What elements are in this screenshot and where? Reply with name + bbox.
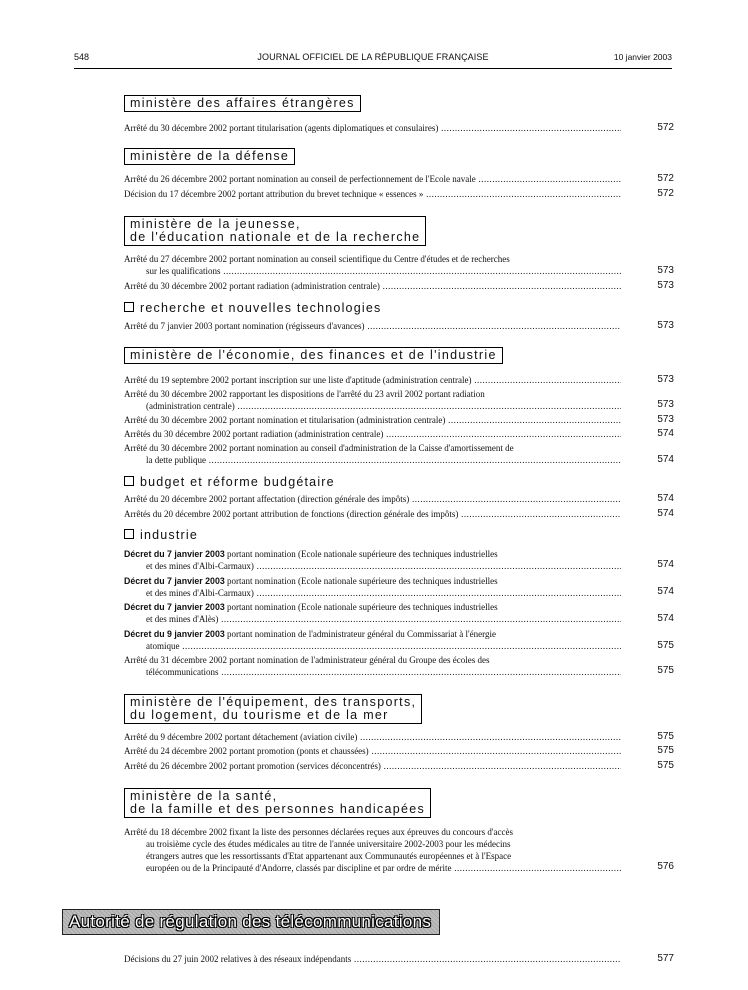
entry-text-continued: et des mines d'Albi-Carmaux) .....	[124, 587, 621, 599]
ministry-title-line1: ministère de la jeunesse,	[130, 217, 301, 231]
entry-page-number: 573	[657, 374, 674, 385]
entry-text-continued: sur les qualifications .....	[124, 265, 621, 277]
entry-text: Arrêté du 30 décembre 2002 rapportant les dispositions de l'arrêté du 23 avril 2002 portant radiation	[124, 389, 485, 399]
subsection-heading-budget	[124, 475, 335, 489]
toc-entry[interactable]	[124, 388, 621, 412]
entry-page-number: 575	[657, 640, 674, 651]
square-bullet-icon	[124, 476, 134, 486]
subsection-heading-recherche	[124, 301, 381, 315]
toc-entry[interactable]: Arrêté du 30 décembre 2002 portant nomination et titularisation (administration centrale) .....	[124, 414, 621, 426]
entry-text: Arrêté du 30 décembre 2002 portant nomination au conseil d'administration de la Caisse d'amortissement de	[124, 443, 514, 453]
entry-text: Arrêté du 27 décembre 2002 portant nomination au conseil scientifique du Centre d'études et de recherches	[124, 254, 510, 264]
subsection-title: industrie	[140, 528, 199, 542]
entry-page-number: 577	[657, 953, 674, 964]
entry-text-continued: européen ou de la Principauté d'Andorre, classés par discipline et par ordre de mérite .....	[124, 862, 621, 874]
entry-page-number: 574	[657, 508, 674, 519]
entry-text: portant nomination (Ecole nationale supérieure des techniques industrielles	[224, 576, 498, 586]
ministry-heading-jeunesse	[124, 216, 426, 246]
entry-text: Arrêté du 18 décembre 2002 fixant la liste des personnes déclarées reçues aux épreuves du concours d'accès	[124, 827, 513, 837]
entry-text: Arrêté du 31 décembre 2002 portant nomination de l'administrateur général du Groupe des écoles des	[124, 655, 490, 665]
toc-entry[interactable]	[124, 442, 621, 466]
entry-page-number: 574	[657, 493, 674, 504]
entry-text-continued: et des mines d'Albi-Carmaux) .....	[124, 560, 621, 572]
entry-page-number: 576	[657, 861, 674, 872]
entry-decree-date: Décret du 7 janvier 2003	[124, 576, 225, 586]
ministry-heading-defense	[124, 148, 295, 165]
authority-title: Autorité de régulation des télécommunications	[69, 912, 432, 931]
ministry-title: ministère des affaires étrangères	[130, 96, 355, 110]
entry-page-number: 574	[657, 428, 674, 439]
ministry-title: ministère de la défense	[130, 149, 290, 163]
toc-entry[interactable]: Arrêté du 7 janvier 2003 portant nomination (régisseurs d'avances) .....	[124, 320, 621, 332]
subsection-title: recherche et nouvelles technologies	[140, 301, 382, 315]
running-header	[74, 52, 672, 66]
entry-page-number: 572	[657, 173, 674, 184]
ministry-title: ministère de l'économie, des finances et de l'industrie	[130, 348, 497, 362]
toc-entry[interactable]	[124, 654, 621, 678]
ministry-heading-sante	[124, 788, 431, 818]
square-bullet-icon	[124, 302, 134, 312]
ministry-heading-affaires-etrangeres	[124, 95, 361, 112]
entry-page-number: 573	[657, 399, 674, 410]
entry-page-number: 575	[657, 745, 674, 756]
journal-title: JOURNAL OFFICIEL DE LA RÉPUBLIQUE FRANÇAISE	[257, 52, 489, 62]
header-rule	[74, 68, 672, 69]
toc-entry[interactable]: Arrêté du 20 décembre 2002 portant affectation (direction générale des impôts) .....	[124, 493, 621, 505]
entry-page-number: 572	[657, 188, 674, 199]
subsection-title: budget et réforme budgétaire	[140, 475, 335, 489]
toc-entry[interactable]: Arrêtés du 20 décembre 2002 portant attribution de fonctions (direction générale des impôts) .....	[124, 508, 621, 520]
issue-date: 10 janvier 2003	[613, 52, 672, 62]
toc-entry[interactable]	[124, 575, 621, 599]
toc-entry[interactable]: Arrêté du 30 décembre 2002 portant titularisation (agents diplomatiques et consulaires) .....	[124, 122, 621, 134]
entry-text-continued: étrangers autres que les ressortissants d'Etat appartenant aux Communautés européennes et à l'Espace	[146, 851, 512, 861]
entry-decree-date: Décret du 7 janvier 2003	[124, 602, 225, 612]
entry-page-number: 573	[657, 320, 674, 331]
entry-page-number: 574	[657, 586, 674, 597]
entry-decree-date: Décret du 7 janvier 2003	[124, 549, 225, 559]
entry-page-number: 573	[657, 280, 674, 291]
entry-page-number: 575	[657, 760, 674, 771]
entry-page-number: 574	[657, 559, 674, 570]
entry-text: portant nomination de l'administrateur général du Commissariat à l'énergie	[224, 629, 496, 639]
entry-page-number: 575	[657, 665, 674, 676]
toc-entry[interactable]	[124, 601, 621, 625]
entry-text-continued: télécommunications .....	[124, 666, 621, 678]
ministry-title-line2: du logement, du tourisme et de la mer	[130, 708, 389, 722]
toc-entry[interactable]	[124, 628, 621, 652]
entry-page-number: 573	[657, 414, 674, 425]
ministry-title-line2: de la famille et des personnes handicapées	[130, 802, 426, 816]
toc-entry[interactable]: Arrêtés du 30 décembre 2002 portant radiation (administration centrale) .....	[124, 428, 621, 440]
entry-text-continued: et des mines d'Alès) .....	[124, 613, 621, 625]
entry-text-continued: au troisième cycle des études médicales au titre de l'année universitaire 2002-2003 pour les médecins	[146, 839, 511, 849]
toc-entry[interactable]: Arrêté du 9 décembre 2002 portant détachement (aviation civile) .....	[124, 731, 621, 743]
ministry-heading-equipement	[124, 694, 422, 724]
entry-page-number: 575	[657, 731, 674, 742]
entry-decree-date: Décret du 9 janvier 2003	[124, 629, 225, 639]
square-bullet-icon	[124, 529, 134, 539]
entry-page-number: 572	[657, 122, 674, 133]
entry-page-number: 574	[657, 613, 674, 624]
entry-page-number: 573	[657, 265, 674, 276]
ministry-heading-economie	[124, 347, 503, 364]
ministry-title-line1: ministère de la santé,	[130, 789, 278, 803]
entry-text-continued: atomique .....	[124, 640, 621, 652]
toc-entry[interactable]: Décisions du 27 juin 2002 relatives à des réseaux indépendants .....	[124, 953, 621, 965]
toc-entry[interactable]: Décision du 17 décembre 2002 portant attribution du brevet technique « essences » .....	[124, 188, 621, 200]
toc-entry[interactable]	[124, 826, 621, 874]
entry-text: portant nomination (Ecole nationale supérieure des techniques industrielles	[224, 549, 498, 559]
toc-entry[interactable]	[124, 253, 621, 277]
page-number: 548	[74, 52, 90, 62]
authority-banner	[62, 909, 440, 935]
toc-entry[interactable]: Arrêté du 19 septembre 2002 portant inscription sur une liste d'aptitude (administration centrale) .....	[124, 374, 621, 386]
toc-entry[interactable]: Arrêté du 24 décembre 2002 portant promotion (ponts et chaussées) .....	[124, 745, 621, 757]
entry-text-continued: (administration centrale) .....	[124, 400, 621, 412]
toc-entry[interactable]: Arrêté du 30 décembre 2002 portant radiation (administration centrale) .....	[124, 280, 621, 292]
toc-entry[interactable]: Arrêté du 26 décembre 2002 portant nomination au conseil de perfectionnement de l'Ecole navale .....	[124, 173, 621, 185]
ministry-title-line2: de l'éducation nationale et de la recherche	[130, 230, 421, 244]
entry-page-number: 574	[657, 454, 674, 465]
entry-text-continued: la dette publique .....	[124, 454, 621, 466]
ministry-title-line1: ministère de l'équipement, des transports,	[130, 695, 417, 709]
entry-text: portant nomination (Ecole nationale supérieure des techniques industrielles	[224, 602, 498, 612]
toc-entry[interactable]: Arrêté du 26 décembre 2002 portant promotion (services déconcentrés) .....	[124, 760, 621, 772]
subsection-heading-industrie	[124, 528, 198, 542]
toc-entry[interactable]	[124, 548, 621, 572]
